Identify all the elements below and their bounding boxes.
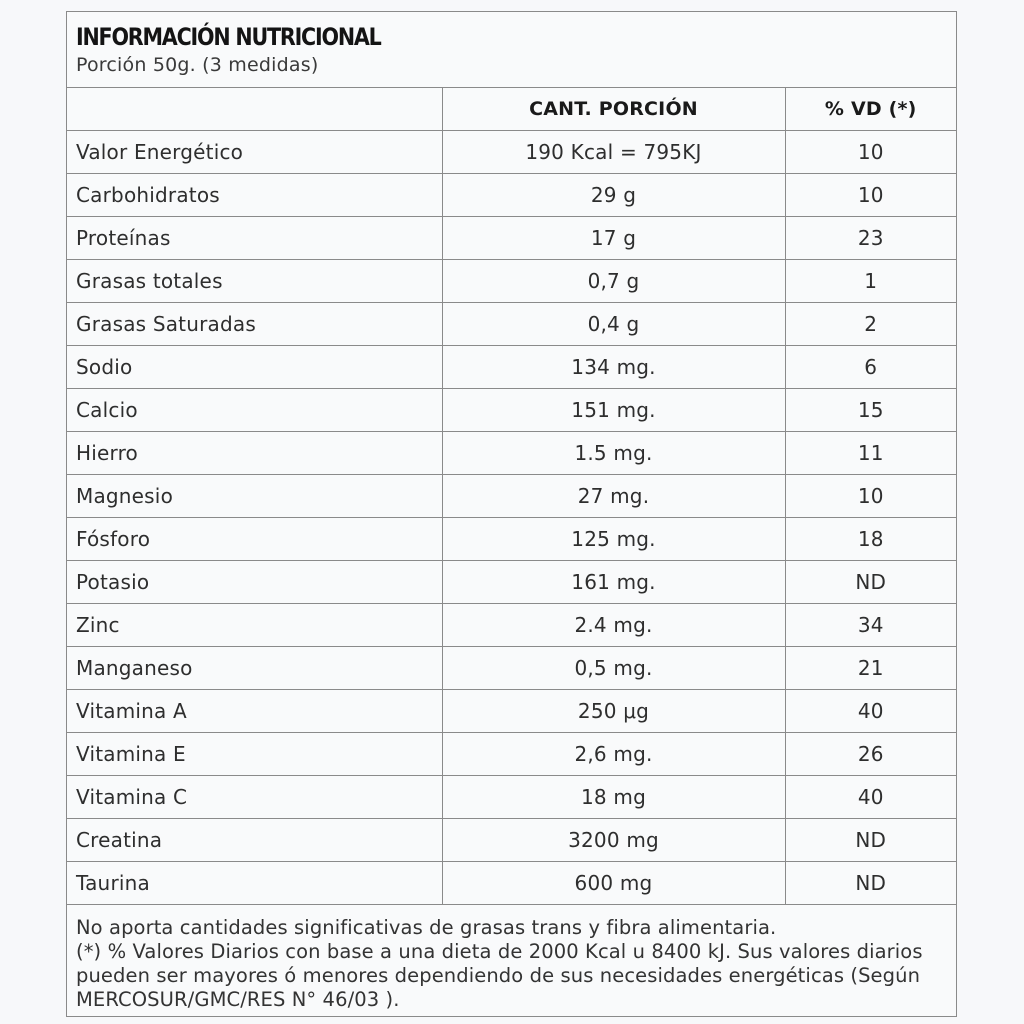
nutrient-name: Vitamina C	[67, 776, 442, 819]
nutrient-name: Proteínas	[67, 217, 442, 260]
nutrient-amount: 1.5 mg.	[442, 432, 785, 475]
table-row	[67, 475, 956, 518]
table-row	[67, 819, 956, 862]
nutrient-daily-value: 1	[785, 260, 956, 303]
table-row	[67, 690, 956, 733]
nutrient-name: Grasas totales	[67, 260, 442, 303]
nutrient-daily-value: 26	[785, 733, 956, 776]
nutrient-amount: 125 mg.	[442, 518, 785, 561]
table-row	[67, 518, 956, 561]
nutrient-name: Calcio	[67, 389, 442, 432]
table-row	[67, 303, 956, 346]
nutrition-footer	[67, 905, 956, 1012]
nutrient-daily-value: 21	[785, 647, 956, 690]
nutrient-amount: 27 mg.	[442, 475, 785, 518]
table-row	[67, 389, 956, 432]
nutrient-name: Hierro	[67, 432, 442, 475]
table-row	[67, 260, 956, 303]
column-header-nutrient	[67, 88, 442, 131]
nutrient-amount: 134 mg.	[442, 346, 785, 389]
table-row	[67, 561, 956, 604]
nutrient-name: Magnesio	[67, 475, 442, 518]
nutrient-name: Sodio	[67, 346, 442, 389]
table-row	[67, 174, 956, 217]
nutrient-name: Creatina	[67, 819, 442, 862]
nutrient-name: Manganeso	[67, 647, 442, 690]
table-row	[67, 432, 956, 475]
nutrient-amount: 161 mg.	[442, 561, 785, 604]
nutrient-amount: 18 mg	[442, 776, 785, 819]
table-row	[67, 733, 956, 776]
nutrient-daily-value: ND	[785, 561, 956, 604]
nutrient-amount: 0,7 g	[442, 260, 785, 303]
nutrient-amount: 0,5 mg.	[442, 647, 785, 690]
nutrient-amount: 3200 mg	[442, 819, 785, 862]
nutrient-name: Valor Energético	[67, 131, 442, 174]
nutrient-daily-value: 15	[785, 389, 956, 432]
nutrient-amount: 17 g	[442, 217, 785, 260]
nutrient-amount: 190 Kcal = 795KJ	[442, 131, 785, 174]
nutrient-daily-value: 10	[785, 131, 956, 174]
table-row	[67, 217, 956, 260]
nutrient-daily-value: 40	[785, 776, 956, 819]
table-row	[67, 346, 956, 389]
nutrient-amount: 250 μg	[442, 690, 785, 733]
nutrient-daily-value: 40	[785, 690, 956, 733]
nutrient-daily-value: 2	[785, 303, 956, 346]
nutrient-amount: 151 mg.	[442, 389, 785, 432]
nutrient-amount: 29 g	[442, 174, 785, 217]
column-header-amount: CANT. PORCIÓN	[442, 88, 785, 131]
table-row	[67, 131, 956, 174]
table-header-row	[67, 88, 956, 131]
nutrient-daily-value: 6	[785, 346, 956, 389]
nutrient-amount: 600 mg	[442, 862, 785, 905]
nutrition-table	[67, 88, 956, 905]
nutrient-name: Carbohidratos	[67, 174, 442, 217]
nutrition-title: INFORMACIÓN NUTRICIONAL	[76, 23, 381, 51]
nutrient-name: Grasas Saturadas	[67, 303, 442, 346]
table-row	[67, 604, 956, 647]
nutrient-daily-value: 10	[785, 475, 956, 518]
nutrient-daily-value: 11	[785, 432, 956, 475]
footer-disclaimer: (*) % Valores Diarios con base a una dieta de 2000 Kcal u 8400 kJ. Sus valores diarios pueden ser mayores ó menores dependiendo de sus necesidades energéticas (Según MERCOSUR/GMC/RES N° 46/03 ).	[76, 940, 923, 1011]
nutrient-daily-value: 34	[785, 604, 956, 647]
nutrient-name: Vitamina E	[67, 733, 442, 776]
nutrition-header	[67, 12, 956, 88]
nutrient-daily-value: 10	[785, 174, 956, 217]
nutrient-name: Potasio	[67, 561, 442, 604]
nutrient-name: Vitamina A	[67, 690, 442, 733]
nutrient-name: Taurina	[67, 862, 442, 905]
footer-note: No aporta cantidades significativas de grasas trans y fibra alimentaria.	[76, 916, 777, 939]
nutrient-amount: 2.4 mg.	[442, 604, 785, 647]
table-row	[67, 862, 956, 905]
nutrient-amount: 2,6 mg.	[442, 733, 785, 776]
serving-size: Porción 50g. (3 medidas)	[76, 54, 319, 76]
nutrient-name: Zinc	[67, 604, 442, 647]
nutrient-daily-value: 23	[785, 217, 956, 260]
table-row	[67, 776, 956, 819]
nutrient-amount: 0,4 g	[442, 303, 785, 346]
nutrient-daily-value: ND	[785, 819, 956, 862]
nutrient-daily-value: ND	[785, 862, 956, 905]
column-header-daily-value: % VD (*)	[785, 88, 956, 131]
nutrient-name: Fósforo	[67, 518, 442, 561]
table-row	[67, 647, 956, 690]
nutrient-daily-value: 18	[785, 518, 956, 561]
nutrition-facts-panel	[66, 11, 957, 1017]
